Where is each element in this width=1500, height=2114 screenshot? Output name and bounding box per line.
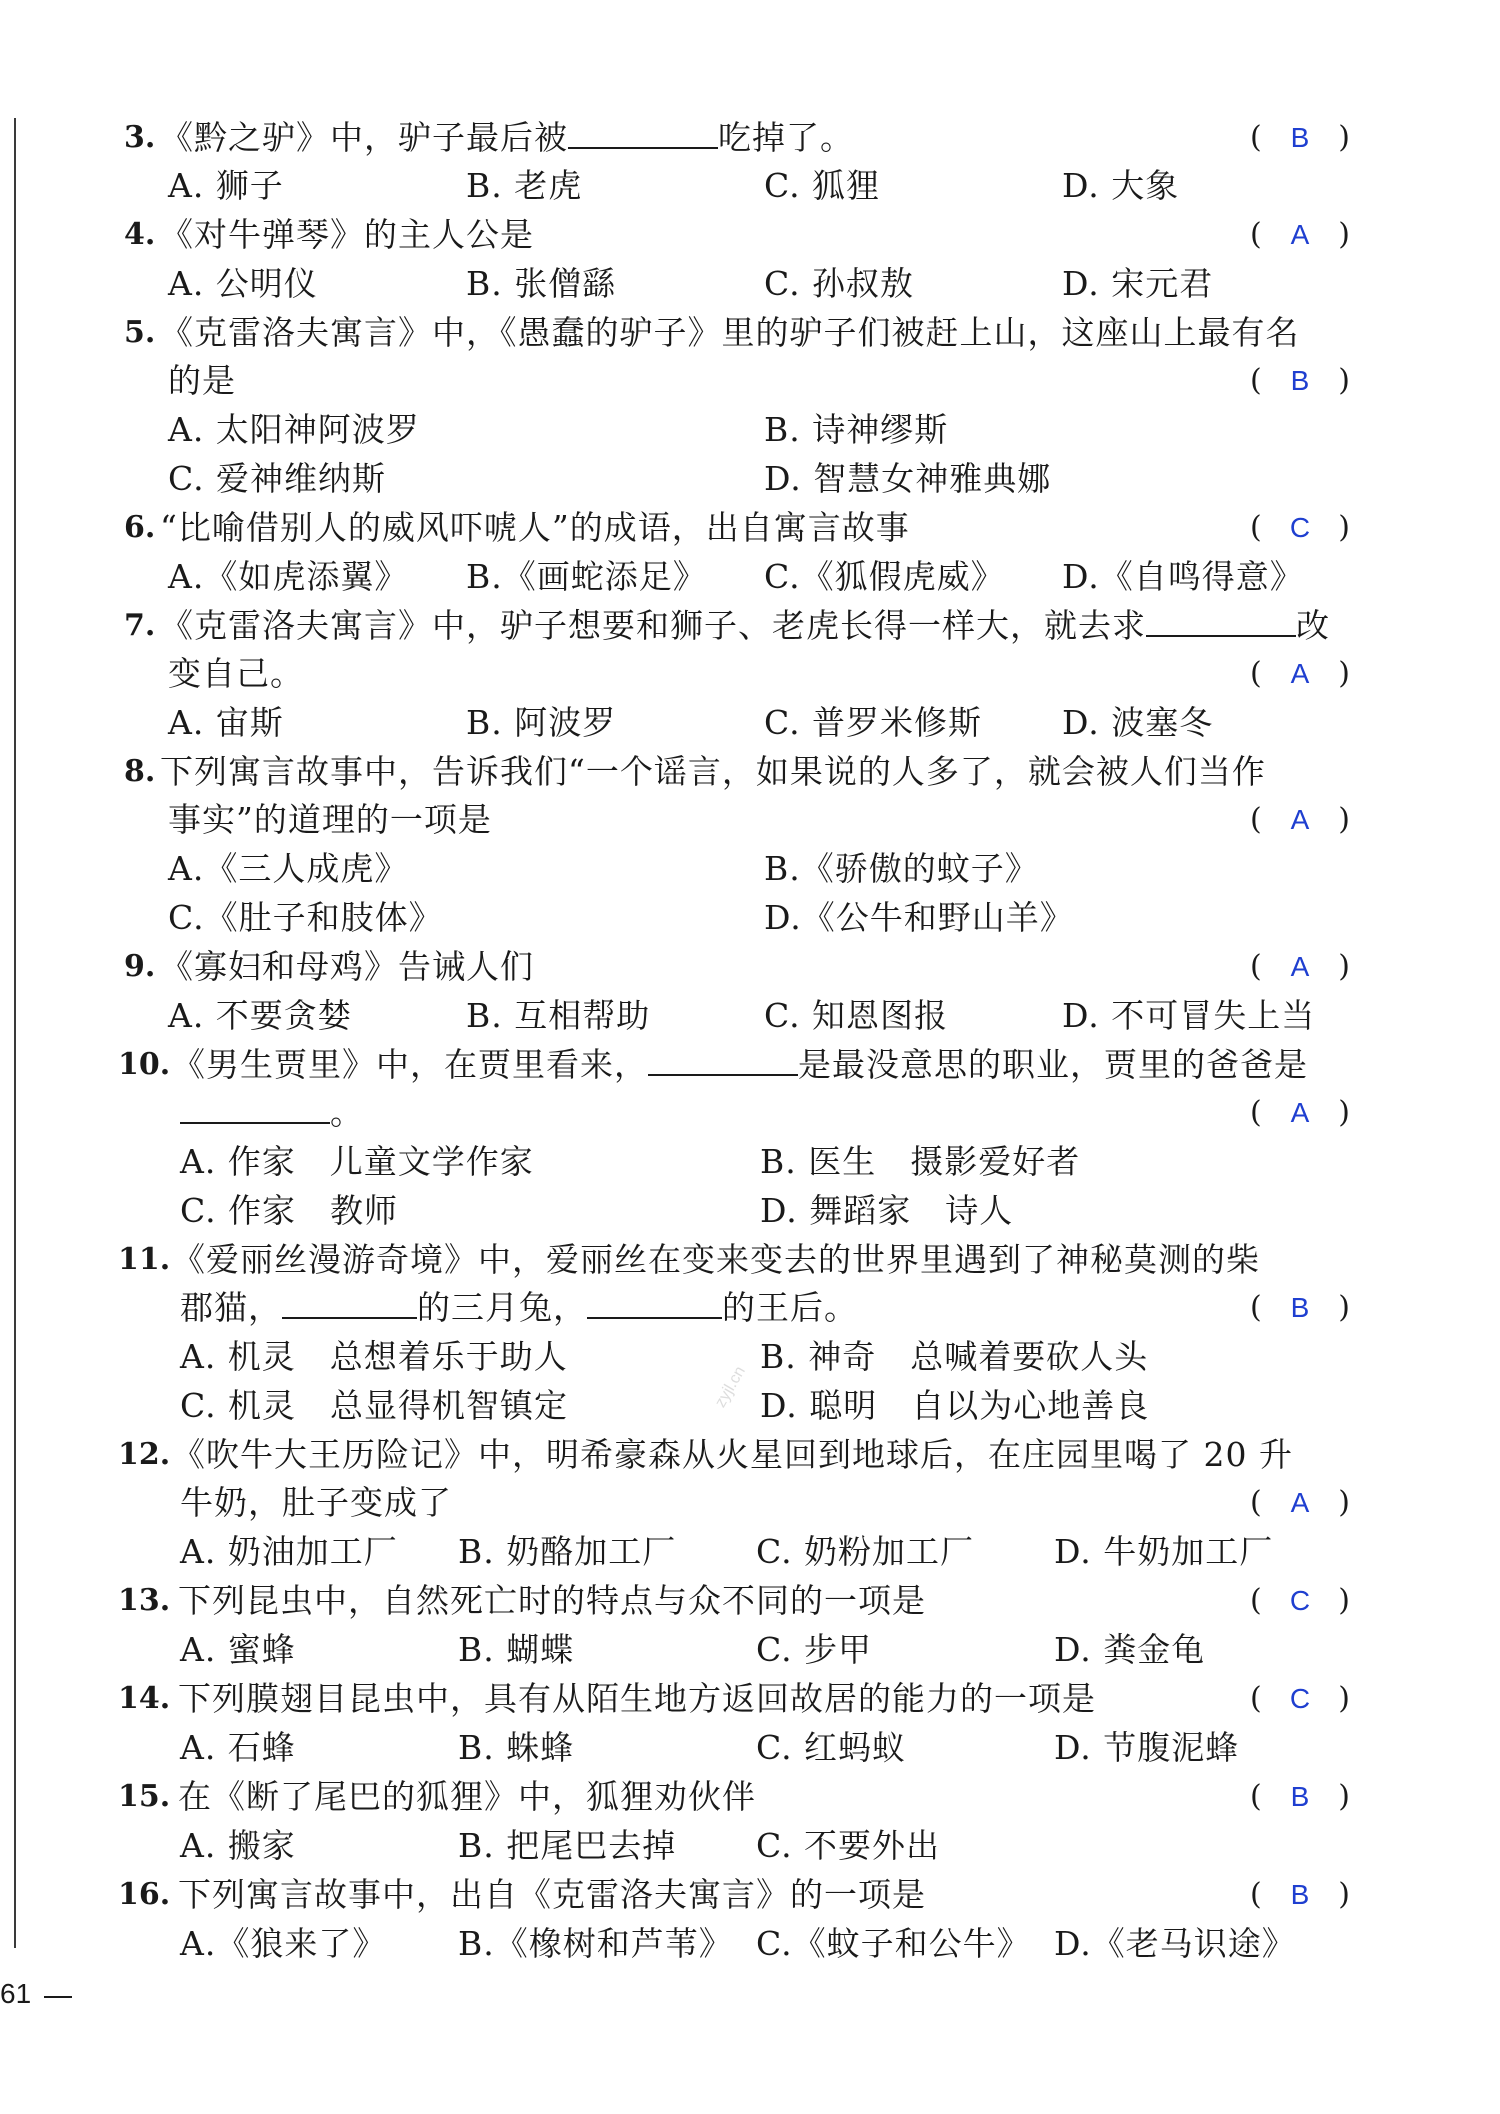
option-d: D.《老马识途》 [1054,1924,1296,1963]
question-15-line-1: 15. 在《断了尾巴的狐狸》中，狐狸劝伙伴 ( B ) [0,1773,1500,1821]
question-12-options [0,1528,1500,1576]
option-c: C.《狐假虎威》 [764,557,1005,596]
question-number: 11. [118,1242,171,1277]
question-number: 16. [118,1877,171,1912]
question-number: 14. [118,1681,171,1716]
option-b: B. 诗神缪斯 [764,410,949,449]
question-stem: 《克雷洛夫寓言》中，《愚蠢的驴子》里的驴子们被赶上山，这座山上最有名 [160,313,1300,352]
option-a: A.《狼来了》 [180,1924,387,1963]
option-d: D. 大象 [1062,166,1180,205]
option-c: C. 普罗米修斯 [764,703,983,742]
question-number: 5. [124,315,156,350]
option-b: B.《橡树和芦苇》 [458,1924,733,1963]
question-stem-continued: 变自己。 [168,654,304,693]
question-stem: “比喻借别人的威风吓唬人”的成语，出自寓言故事 [160,508,910,547]
question-11-options-1 [0,1333,1500,1381]
question-stem: 下列昆虫中，自然死亡时的特点与众不同的一项是 [178,1581,926,1620]
question-3-line-1: 3. 《黔之驴》中，驴子最后被 吃掉了。 ( B ) [0,114,1500,162]
question-7-line-2: 变自己。 ( A ) [0,650,1500,698]
option-c: C. 不要外出 [756,1826,941,1865]
question-number: 9. [124,949,156,984]
option-a: A. 宙斯 [168,703,284,742]
question-13-options [0,1626,1500,1674]
question-12-line-2: 牛奶，肚子变成了 ( A ) [0,1479,1500,1527]
option-d: D. 波塞冬 [1062,703,1214,742]
option-b: B.《画蛇添足》 [466,557,707,596]
option-b: B. 张僧繇 [466,264,617,303]
option-b: B. 阿波罗 [466,703,617,742]
option-b: B. 奶酪加工厂 [458,1532,677,1571]
question-number: 4. [124,217,156,252]
question-4-options [0,260,1500,308]
question-4-line-1: 4. 《对牛弹琴》的主人公是 ( A ) [0,211,1500,259]
option-a: A. 公明仪 [168,264,318,303]
answer-letter: A [1290,1097,1310,1128]
question-5-options-1 [0,406,1500,454]
option-d: D.《自鸣得意》 [1062,557,1304,596]
question-16-options [0,1920,1500,1968]
page-number: 61 [0,1978,32,2009]
option-c: C. 奶粉加工厂 [756,1532,975,1571]
question-11-line-1 [0,1236,1500,1284]
question-10-line-1 [0,1041,1500,1089]
question-11-options-2 [0,1382,1500,1430]
question-stem: 下列寓言故事中，出自《克雷洛夫寓言》的一项是 [178,1875,926,1914]
question-9-options [0,992,1500,1040]
option-d: D. 智慧女神雅典娜 [764,459,1052,498]
question-stem: 下列寓言故事中，告诉我们“一个谣言，如果说的人多了，就会被人们当作 [160,752,1266,791]
option-a: A. 作家 儿童文学作家 [180,1142,534,1181]
option-a: A. 搬家 [180,1826,296,1865]
question-stem: 《爱丽丝漫游奇境》中，爱丽丝在变来变去的世界里遇到了神秘莫测的柴 [172,1240,1260,1279]
option-c: C. 作家 教师 [180,1191,399,1230]
option-c: C. 孙叔敖 [764,264,915,303]
answer-letter: A [1290,1487,1310,1518]
option-c: C. 红蚂蚁 [756,1728,907,1767]
question-stem-continued: 牛奶，肚子变成了 [180,1483,452,1522]
question-stem-continued: 。 [180,1089,364,1137]
answer-letter: B [1290,1292,1310,1323]
option-c: C. 机灵 总显得机智镇定 [180,1386,569,1425]
question-6-line-1: 6. “比喻借别人的威风吓唬人”的成语，出自寓言故事 ( C ) [0,504,1500,552]
option-d: D.《公牛和野山羊》 [764,898,1074,937]
question-number: 13. [118,1583,171,1618]
option-a: A. 机灵 总想着乐于助人 [180,1337,568,1376]
answer-letter: C [1289,1683,1311,1714]
option-b: B. 把尾巴去掉 [458,1826,677,1865]
option-d: D. 粪金龟 [1054,1630,1206,1669]
answer-letter: A [1290,219,1310,250]
question-7-options [0,699,1500,747]
answer-blank [282,1285,417,1319]
option-c: C.《肚子和肢体》 [168,898,443,937]
question-stem: 《寡妇和母鸡》告诫人们 [160,947,534,986]
answer-letter: B [1290,365,1310,396]
option-d: D. 不可冒失上当 [1062,996,1316,1035]
answer-letter: C [1289,1585,1311,1616]
option-a: A.《如虎添翼》 [168,557,409,596]
footer-dash [44,1996,72,1998]
option-d: D. 节腹泥蜂 [1054,1728,1240,1767]
question-10-options-1 [0,1138,1500,1186]
answer-letter: C [1289,512,1311,543]
answer-letter: B [1290,1781,1310,1812]
question-5-line-1 [0,309,1500,357]
question-5-line-2: 的是 ( B ) [0,357,1500,405]
question-number: 7. [124,608,156,643]
question-5-options-2 [0,455,1500,503]
question-number: 6. [124,510,156,545]
option-d: D. 牛奶加工厂 [1054,1532,1274,1571]
question-12-line-1 [0,1431,1500,1479]
option-c: C. 知恩图报 [764,996,949,1035]
answer-blank [587,1285,722,1319]
question-number: 12. [118,1437,171,1472]
answer-letter: A [1290,951,1310,982]
option-a: A. 奶油加工厂 [180,1532,398,1571]
option-d: D. 宋元君 [1062,264,1214,303]
question-9-line-1: 9. 《寡妇和母鸡》告诫人们 ( A ) [0,943,1500,991]
question-8-line-1 [0,748,1500,796]
question-10-options-2 [0,1187,1500,1235]
option-a: A. 狮子 [168,166,284,205]
answer-letter: B [1290,122,1310,153]
option-a: A. 石蜂 [180,1728,296,1767]
option-c: C. 步甲 [756,1630,873,1669]
option-b: B. 老虎 [466,166,583,205]
answer-blank [180,1090,330,1124]
option-a: A. 太阳神阿波罗 [168,410,420,449]
option-b: B. 神奇 总喊着要砍人头 [760,1337,1149,1376]
answer-blank [1146,603,1296,637]
question-11-line-2: 郡猫， 的三月兔， 的王后。 ( B ) [0,1284,1500,1332]
question-stem-continued: 的是 [168,361,236,400]
question-stem: 《克雷洛夫寓言》中，驴子想要和狮子、老虎长得一样大，就去求 改 [160,602,1330,650]
option-c: C. 狐狸 [764,166,881,205]
option-a: A. 蜜蜂 [180,1630,296,1669]
question-number: 10. [118,1047,171,1082]
option-c: C.《蚊子和公牛》 [756,1924,1031,1963]
question-stem: 下列膜翅目昆虫中，具有从陌生地方返回故居的能力的一项是 [178,1679,1096,1718]
option-b: B.《骄傲的蚊子》 [764,849,1039,888]
answer-blank [568,115,718,149]
question-number: 3. [124,120,156,155]
question-6-options [0,553,1500,601]
answer-letter: A [1290,658,1310,689]
question-16-line-1: 16. 下列寓言故事中，出自《克雷洛夫寓言》的一项是 ( B ) [0,1871,1500,1919]
question-number: 15. [118,1779,171,1814]
question-stem: 《男生贾里》中，在贾里看来， 是最没意思的职业，贾里的爸爸是 [172,1041,1308,1089]
question-stem: 在《断了尾巴的狐狸》中，狐狸劝伙伴 [178,1777,756,1816]
option-b: B. 蛛蜂 [458,1728,575,1767]
question-14-options [0,1724,1500,1772]
question-stem-continued: 事实”的道理的一项是 [168,800,492,839]
option-d: D. 聪明 自以为心地善良 [760,1386,1150,1425]
option-b: B. 医生 摄影爱好者 [760,1142,1081,1181]
question-8-options-1 [0,845,1500,893]
question-8-options-2 [0,894,1500,942]
option-d: D. 舞蹈家 诗人 [760,1191,1014,1230]
option-b: B. 蝴蝶 [458,1630,575,1669]
option-b: B. 互相帮助 [466,996,651,1035]
option-a: A.《三人成虎》 [168,849,409,888]
question-7-line-1 [0,602,1500,650]
question-8-line-2: 事实”的道理的一项是 ( A ) [0,796,1500,844]
question-15-options [0,1822,1500,1870]
question-number: 8. [124,754,156,789]
answer-blank [648,1042,798,1076]
question-14-line-1: 14. 下列膜翅目昆虫中，具有从陌生地方返回故居的能力的一项是 ( C ) [0,1675,1500,1723]
question-stem-continued: 郡猫， 的三月兔， 的王后。 [180,1284,858,1332]
question-3-options [0,162,1500,210]
question-10-line-2: 。 ( A ) [0,1089,1500,1137]
option-a: A. 不要贪婪 [168,996,352,1035]
question-stem: 《对牛弹琴》的主人公是 [160,215,534,254]
answer-letter: B [1290,1879,1310,1910]
option-c: C. 爱神维纳斯 [168,459,387,498]
watermark: zyjl.cn [712,1363,749,1411]
question-stem: 《黔之驴》中，驴子最后被 吃掉了。 [160,114,854,162]
question-13-line-1: 13. 下列昆虫中，自然死亡时的特点与众不同的一项是 ( C ) [0,1577,1500,1625]
question-stem: 《吹牛大王历险记》中，明希豪森从火星回到地球后，在庄园里喝了 20 升 [172,1435,1293,1474]
answer-letter: A [1290,804,1310,835]
